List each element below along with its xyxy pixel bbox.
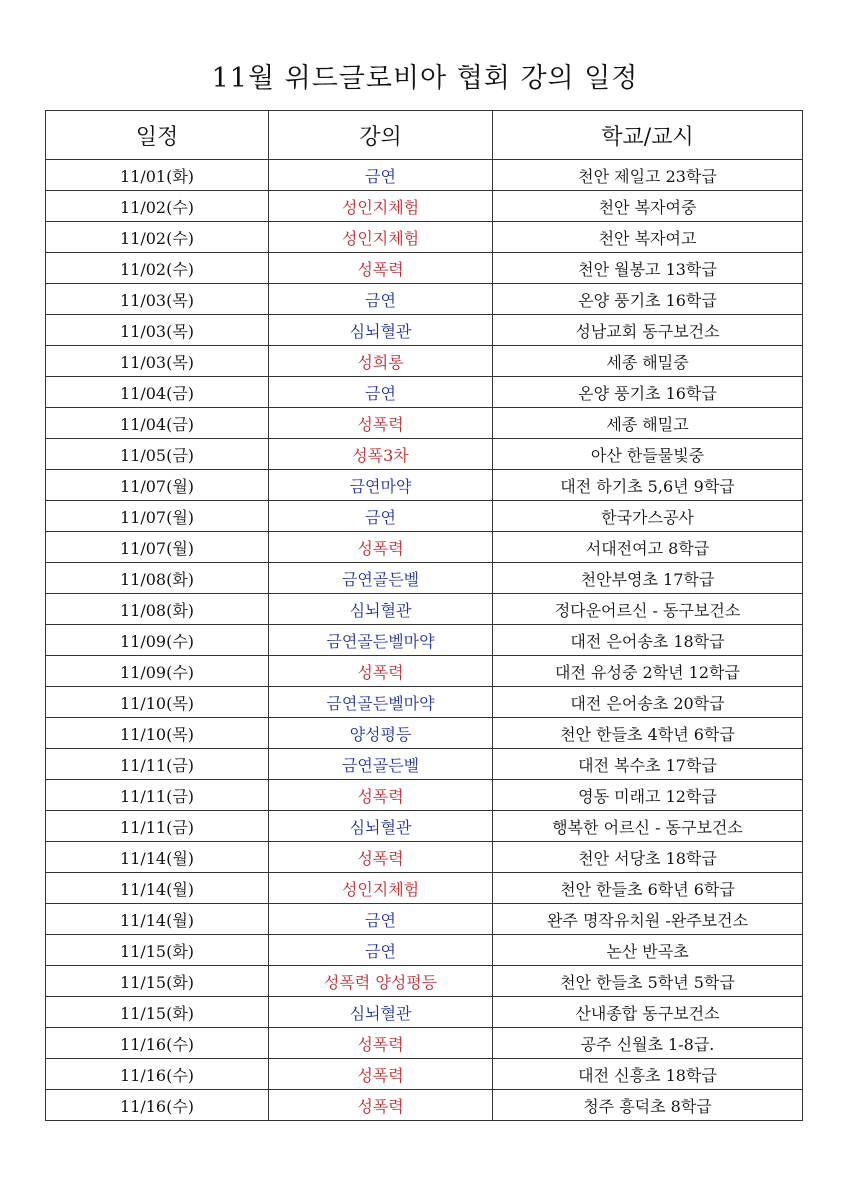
school-cell: 천안 월봉고 13학급 xyxy=(493,253,803,284)
date-cell: 11/07(월) xyxy=(46,470,269,501)
date-cell: 11/02(수) xyxy=(46,222,269,253)
lecture-cell: 금연골든벨 xyxy=(269,563,493,594)
date-cell: 11/05(금) xyxy=(46,439,269,470)
table-row xyxy=(46,284,803,315)
schedule-table xyxy=(45,110,803,1121)
table-row xyxy=(46,563,803,594)
table-row xyxy=(46,408,803,439)
school-cell: 대전 은어송초 20학급 xyxy=(493,687,803,718)
lecture-cell: 성희롱 xyxy=(269,346,493,377)
date-cell: 11/14(월) xyxy=(46,842,269,873)
school-cell: 대전 하기초 5,6년 9학급 xyxy=(493,470,803,501)
lecture-cell: 성인지체험 xyxy=(269,191,493,222)
school-cell: 대전 은어송초 18학급 xyxy=(493,625,803,656)
header-date: 일정 xyxy=(46,111,269,160)
table-row xyxy=(46,1059,803,1090)
table-body xyxy=(46,160,803,1121)
table-row xyxy=(46,377,803,408)
table-row xyxy=(46,718,803,749)
date-cell: 11/01(화) xyxy=(46,160,269,191)
date-cell: 11/07(월) xyxy=(46,501,269,532)
lecture-cell: 금연골든벨마약 xyxy=(269,625,493,656)
table-row xyxy=(46,1028,803,1059)
school-cell: 온양 풍기초 16학급 xyxy=(493,284,803,315)
lecture-cell: 성폭력 xyxy=(269,842,493,873)
table-row xyxy=(46,253,803,284)
table-row xyxy=(46,594,803,625)
lecture-cell: 성폭력 xyxy=(269,1028,493,1059)
lecture-cell: 성폭력 양성평등 xyxy=(269,966,493,997)
date-cell: 11/15(화) xyxy=(46,997,269,1028)
date-cell: 11/04(금) xyxy=(46,408,269,439)
school-cell: 온양 풍기초 16학급 xyxy=(493,377,803,408)
school-cell: 세종 해밀중 xyxy=(493,346,803,377)
lecture-cell: 금연 xyxy=(269,284,493,315)
table-row xyxy=(46,470,803,501)
header-lecture: 강의 xyxy=(269,111,493,160)
lecture-cell: 심뇌혈관 xyxy=(269,997,493,1028)
lecture-cell: 성폭력 xyxy=(269,1059,493,1090)
date-cell: 11/10(목) xyxy=(46,687,269,718)
table-row xyxy=(46,842,803,873)
date-cell: 11/16(수) xyxy=(46,1090,269,1121)
date-cell: 11/08(화) xyxy=(46,594,269,625)
school-cell: 한국가스공사 xyxy=(493,501,803,532)
table-row xyxy=(46,656,803,687)
lecture-cell: 금연골든벨 xyxy=(269,749,493,780)
lecture-cell: 성폭력 xyxy=(269,253,493,284)
school-cell: 세종 해밀고 xyxy=(493,408,803,439)
page-title: 11월 위드글로비아 협회 강의 일정 xyxy=(211,63,639,94)
school-cell: 천안 서당초 18학급 xyxy=(493,842,803,873)
school-cell: 청주 흥덕초 8학급 xyxy=(493,1090,803,1121)
school-cell: 성남교회 동구보건소 xyxy=(493,315,803,346)
table-row xyxy=(46,191,803,222)
table-row xyxy=(46,904,803,935)
school-cell: 영동 미래고 12학급 xyxy=(493,780,803,811)
table-row xyxy=(46,749,803,780)
school-cell: 천안부영초 17학급 xyxy=(493,563,803,594)
lecture-cell: 양성평등 xyxy=(269,718,493,749)
date-cell: 11/03(목) xyxy=(46,284,269,315)
table-row xyxy=(46,532,803,563)
date-cell: 11/04(금) xyxy=(46,377,269,408)
table-row xyxy=(46,811,803,842)
lecture-cell: 심뇌혈관 xyxy=(269,594,493,625)
date-cell: 11/14(월) xyxy=(46,904,269,935)
date-cell: 11/10(목) xyxy=(46,718,269,749)
lecture-cell: 성폭3차 xyxy=(269,439,493,470)
school-cell: 산내종합 동구보건소 xyxy=(493,997,803,1028)
school-cell: 천안 제일고 23학급 xyxy=(493,160,803,191)
date-cell: 11/15(화) xyxy=(46,966,269,997)
table-row xyxy=(46,780,803,811)
date-cell: 11/03(목) xyxy=(46,346,269,377)
lecture-cell: 성폭력 xyxy=(269,1090,493,1121)
date-cell: 11/14(월) xyxy=(46,873,269,904)
school-cell: 대전 신흥초 18학급 xyxy=(493,1059,803,1090)
date-cell: 11/09(수) xyxy=(46,625,269,656)
lecture-cell: 성인지체험 xyxy=(269,222,493,253)
date-cell: 11/03(목) xyxy=(46,315,269,346)
school-cell: 공주 신월초 1-8급. xyxy=(493,1028,803,1059)
lecture-cell: 성폭력 xyxy=(269,780,493,811)
school-cell: 천안 복자여중 xyxy=(493,191,803,222)
table-row xyxy=(46,966,803,997)
lecture-cell: 금연골든벨마약 xyxy=(269,687,493,718)
school-cell: 천안 한들초 5학년 5학급 xyxy=(493,966,803,997)
school-cell: 대전 복수초 17학급 xyxy=(493,749,803,780)
table-row xyxy=(46,997,803,1028)
date-cell: 11/07(월) xyxy=(46,532,269,563)
table-row xyxy=(46,625,803,656)
header-school: 학교/교시 xyxy=(493,111,803,160)
lecture-cell: 심뇌혈관 xyxy=(269,811,493,842)
school-cell: 정다운어르신 - 동구보건소 xyxy=(493,594,803,625)
lecture-cell: 성인지체험 xyxy=(269,873,493,904)
date-cell: 11/02(수) xyxy=(46,253,269,284)
lecture-cell: 금연 xyxy=(269,377,493,408)
lecture-cell: 심뇌혈관 xyxy=(269,315,493,346)
school-cell: 천안 복자여고 xyxy=(493,222,803,253)
school-cell: 아산 한들물빛중 xyxy=(493,439,803,470)
table-row xyxy=(46,222,803,253)
school-cell: 완주 명작유치원 -완주보건소 xyxy=(493,904,803,935)
date-cell: 11/02(수) xyxy=(46,191,269,222)
school-cell: 천안 한들초 6학년 6학급 xyxy=(493,873,803,904)
table-row xyxy=(46,501,803,532)
school-cell: 행복한 어르신 - 동구보건소 xyxy=(493,811,803,842)
table-row xyxy=(46,1090,803,1121)
lecture-cell: 금연 xyxy=(269,935,493,966)
table-row xyxy=(46,160,803,191)
table-row xyxy=(46,873,803,904)
date-cell: 11/16(수) xyxy=(46,1028,269,1059)
date-cell: 11/11(금) xyxy=(46,811,269,842)
lecture-cell: 성폭력 xyxy=(269,656,493,687)
date-cell: 11/11(금) xyxy=(46,780,269,811)
school-cell: 논산 반곡초 xyxy=(493,935,803,966)
date-cell: 11/16(수) xyxy=(46,1059,269,1090)
lecture-cell: 금연 xyxy=(269,501,493,532)
date-cell: 11/11(금) xyxy=(46,749,269,780)
lecture-cell: 성폭력 xyxy=(269,532,493,563)
lecture-cell: 금연 xyxy=(269,160,493,191)
table-row xyxy=(46,346,803,377)
table-row xyxy=(46,439,803,470)
school-cell: 대전 유성중 2학년 12학급 xyxy=(493,656,803,687)
lecture-cell: 금연마약 xyxy=(269,470,493,501)
date-cell: 11/15(화) xyxy=(46,935,269,966)
lecture-cell: 금연 xyxy=(269,904,493,935)
table-row xyxy=(46,687,803,718)
table-row xyxy=(46,935,803,966)
school-cell: 서대전여고 8학급 xyxy=(493,532,803,563)
table-row xyxy=(46,315,803,346)
date-cell: 11/08(화) xyxy=(46,563,269,594)
school-cell: 천안 한들초 4학년 6학급 xyxy=(493,718,803,749)
lecture-cell: 성폭력 xyxy=(269,408,493,439)
header-row xyxy=(46,111,803,160)
date-cell: 11/09(수) xyxy=(46,656,269,687)
table-header xyxy=(46,111,803,160)
